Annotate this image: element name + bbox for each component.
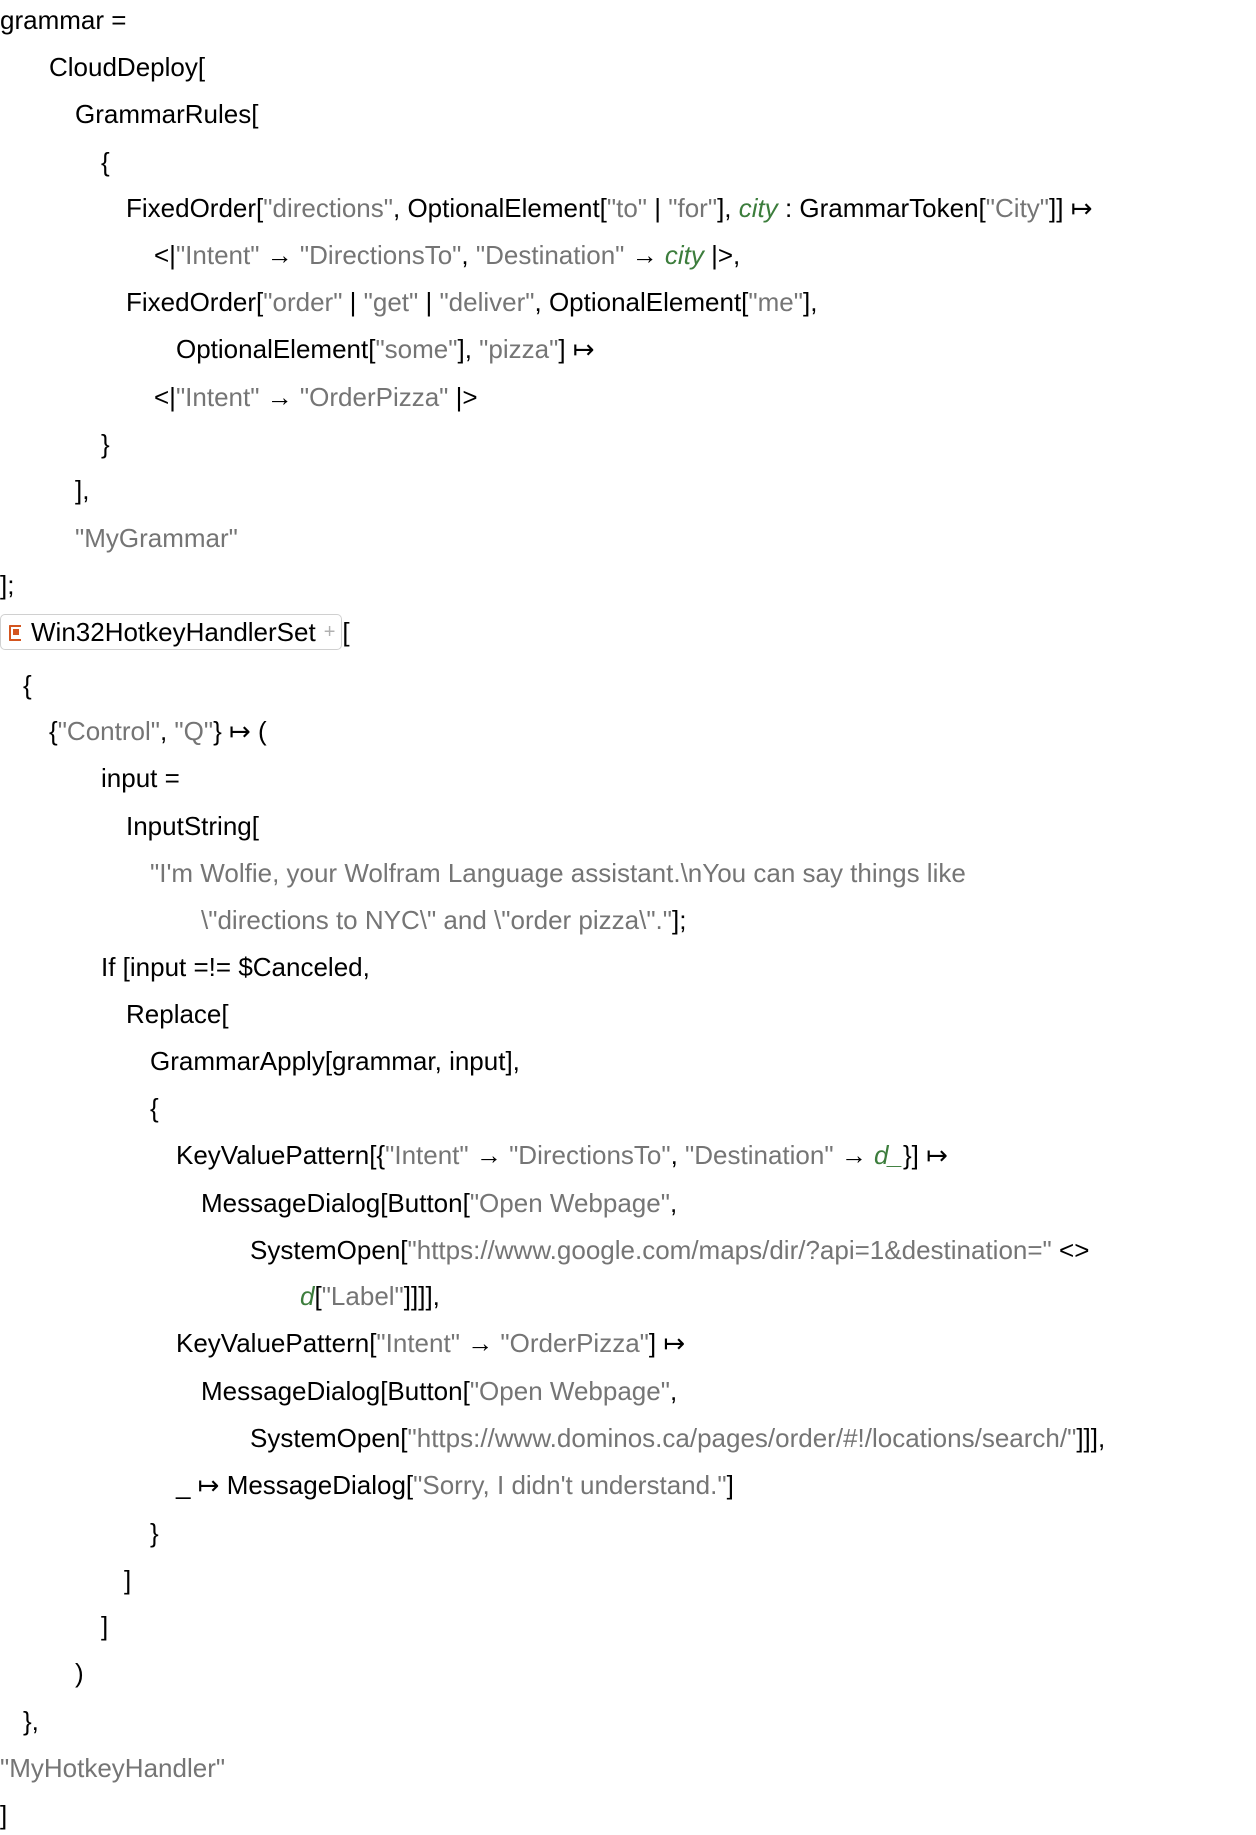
code-token: GrammarApply[grammar, input], (150, 1046, 520, 1076)
code-line (250, 1230, 1089, 1270)
code-line (101, 758, 180, 798)
expand-plus-icon[interactable]: + (323, 621, 336, 644)
code-token: → (459, 1328, 501, 1358)
code-token: , OptionalElement[ (534, 287, 749, 317)
code-line (150, 1041, 520, 1081)
string-literal: "OrderPizza" (500, 1328, 649, 1358)
code-token: input = (101, 763, 180, 793)
code-token: _ ↦ MessageDialog[ (176, 1470, 414, 1500)
string-literal: "DirectionsTo" (509, 1140, 671, 1170)
code-token: GrammarRules[ (75, 99, 259, 129)
code-token: : GrammarToken[ (777, 193, 986, 223)
string-literal: "Intent" (175, 382, 260, 412)
code-line (176, 1323, 685, 1363)
code-token: [ (342, 617, 350, 647)
code-token: [ (314, 1281, 322, 1311)
code-token: }] ↦ (902, 1140, 948, 1170)
code-line (49, 47, 205, 87)
resource-function-icon (9, 625, 23, 639)
code-line (0, 1748, 225, 1788)
code-line (101, 1606, 108, 1646)
string-literal: "me" (748, 287, 803, 317)
code-token: { (101, 147, 110, 177)
code-token: OptionalElement[ (176, 334, 376, 364)
code-line (101, 947, 370, 987)
string-literal: "City" (985, 193, 1050, 223)
code-line (101, 142, 110, 182)
code-token: InputString[ (126, 811, 259, 841)
code-line (126, 188, 1093, 228)
code-token: <> (1051, 1235, 1090, 1265)
code-token: grammar = (0, 5, 127, 35)
code-line (0, 612, 350, 652)
code-token: → (833, 1140, 875, 1170)
code-line (75, 94, 258, 134)
code-token: , OptionalElement[ (393, 193, 607, 223)
pattern-variable: d_ (874, 1140, 903, 1170)
code-token: } (101, 429, 110, 459)
code-token: ], (457, 334, 480, 364)
pattern-variable: city (738, 193, 778, 223)
string-literal: "Q" (174, 716, 214, 746)
code-token: FixedOrder[ (126, 193, 264, 223)
code-token: ) (75, 1658, 84, 1688)
code-token: ]]]], (403, 1281, 440, 1311)
code-token: , (669, 1376, 678, 1406)
string-literal: "for" (668, 193, 718, 223)
code-token: MessageDialog[Button[ (201, 1376, 470, 1406)
code-token: KeyValuePattern[{ (176, 1140, 386, 1170)
code-token: ], (802, 287, 818, 317)
string-literal: "MyHotkeyHandler" (0, 1753, 226, 1783)
code-token: ]; (672, 905, 687, 935)
resource-function-badge[interactable] (0, 614, 342, 650)
code-line (150, 853, 966, 893)
code-token: SystemOpen[ (250, 1423, 408, 1453)
string-literal: "Destination" (685, 1140, 834, 1170)
code-line (250, 1418, 1105, 1458)
string-literal: "Open Webpage" (469, 1188, 670, 1218)
code-token: → (468, 1140, 510, 1170)
code-token: | (418, 287, 440, 317)
code-token: Replace[ (126, 999, 229, 1029)
string-literal: "some" (375, 334, 458, 364)
string-literal: "Sorry, I didn't understand." (413, 1470, 727, 1500)
string-literal: \"directions to NYC\" and \"order pizza\"." (201, 905, 673, 935)
code-token: <| (154, 240, 176, 270)
string-literal: "https://www.google.com/maps/dir/?api=1&destination=" (407, 1235, 1052, 1265)
code-line (126, 994, 229, 1034)
code-line (49, 711, 267, 751)
code-line (23, 665, 32, 705)
code-line (75, 1653, 84, 1693)
code-token: If [input =!= $Canceled, (101, 952, 370, 982)
string-literal: "deliver" (439, 287, 535, 317)
string-literal: "Intent" (376, 1328, 460, 1358)
string-literal: "to" (606, 193, 648, 223)
code-line (101, 424, 110, 464)
string-literal: "https://www.dominos.ca/pages/order/#!/locations/search/" (407, 1423, 1077, 1453)
code-token: SystemOpen[ (250, 1235, 408, 1265)
code-line (176, 1465, 734, 1505)
code-line (126, 806, 259, 846)
code-line (126, 282, 817, 322)
code-token: }, (23, 1706, 39, 1736)
code-token: ]; (0, 570, 15, 600)
code-token: ] ↦ (648, 1328, 686, 1358)
code-line (150, 1088, 159, 1128)
string-literal: "order" (263, 287, 343, 317)
code-token: , (669, 1188, 678, 1218)
code-line (0, 565, 14, 605)
code-token: MessageDialog[Button[ (201, 1188, 470, 1218)
code-token: ]]], (1076, 1423, 1106, 1453)
code-token: { (150, 1093, 159, 1123)
code-line (201, 900, 686, 940)
code-line (150, 1513, 159, 1553)
code-line (124, 1560, 131, 1600)
string-literal: "Intent" (175, 240, 260, 270)
code-token: |>, (703, 240, 741, 270)
code-token: → (259, 240, 300, 270)
string-literal: "directions" (263, 193, 393, 223)
code-token: ] (124, 1565, 132, 1595)
code-token: , (670, 1140, 686, 1170)
code-line (300, 1276, 440, 1316)
string-literal: "Label" (321, 1281, 404, 1311)
string-literal: "DirectionsTo" (299, 240, 462, 270)
pattern-variable: city (664, 240, 704, 270)
code-token: | (342, 287, 364, 317)
code-line (23, 1701, 39, 1741)
string-literal: "OrderPizza" (299, 382, 449, 412)
code-token: | (647, 193, 669, 223)
code-line (176, 329, 595, 369)
code-line (201, 1371, 677, 1411)
code-token: { (49, 716, 58, 746)
code-line (154, 377, 478, 417)
code-token: , (159, 716, 175, 746)
code-line (0, 0, 126, 40)
code-token: , (461, 240, 476, 270)
string-literal: "MyGrammar" (75, 523, 238, 553)
resource-function-name: Win32HotkeyHandlerSet (31, 617, 316, 648)
string-literal: "I'm Wolfie, your Wolfram Language assistant.\nYou can say things like (150, 858, 966, 888)
code-line (154, 235, 740, 275)
string-literal: "pizza" (479, 334, 559, 364)
string-literal: "Intent" (385, 1140, 469, 1170)
code-token: ] (0, 1800, 8, 1830)
code-token: <| (154, 382, 176, 412)
code-token: } (150, 1518, 159, 1548)
code-token: CloudDeploy[ (49, 52, 206, 82)
code-token: } ↦ ( (213, 716, 267, 746)
code-token: ], (75, 475, 90, 505)
code-line (75, 470, 89, 510)
string-literal: "Control" (57, 716, 160, 746)
code-line (176, 1135, 948, 1175)
string-literal: "get" (363, 287, 419, 317)
code-line (0, 1795, 7, 1835)
code-token: ] ↦ (558, 334, 595, 364)
code-line (75, 518, 238, 558)
string-literal: "Destination" (475, 240, 625, 270)
code-token: ] (101, 1611, 109, 1641)
code-token: KeyValuePattern[ (176, 1328, 377, 1358)
string-literal: "Open Webpage" (469, 1376, 670, 1406)
code-token: ]] ↦ (1049, 193, 1093, 223)
code-token: → (259, 382, 300, 412)
pattern-variable: d (300, 1281, 315, 1311)
code-token: ], (717, 193, 739, 223)
code-token: → (624, 240, 665, 270)
code-token: ] (726, 1470, 734, 1500)
code-token: { (23, 670, 32, 700)
code-token: FixedOrder[ (126, 287, 264, 317)
code-line (201, 1183, 677, 1223)
code-token: |> (448, 382, 478, 412)
